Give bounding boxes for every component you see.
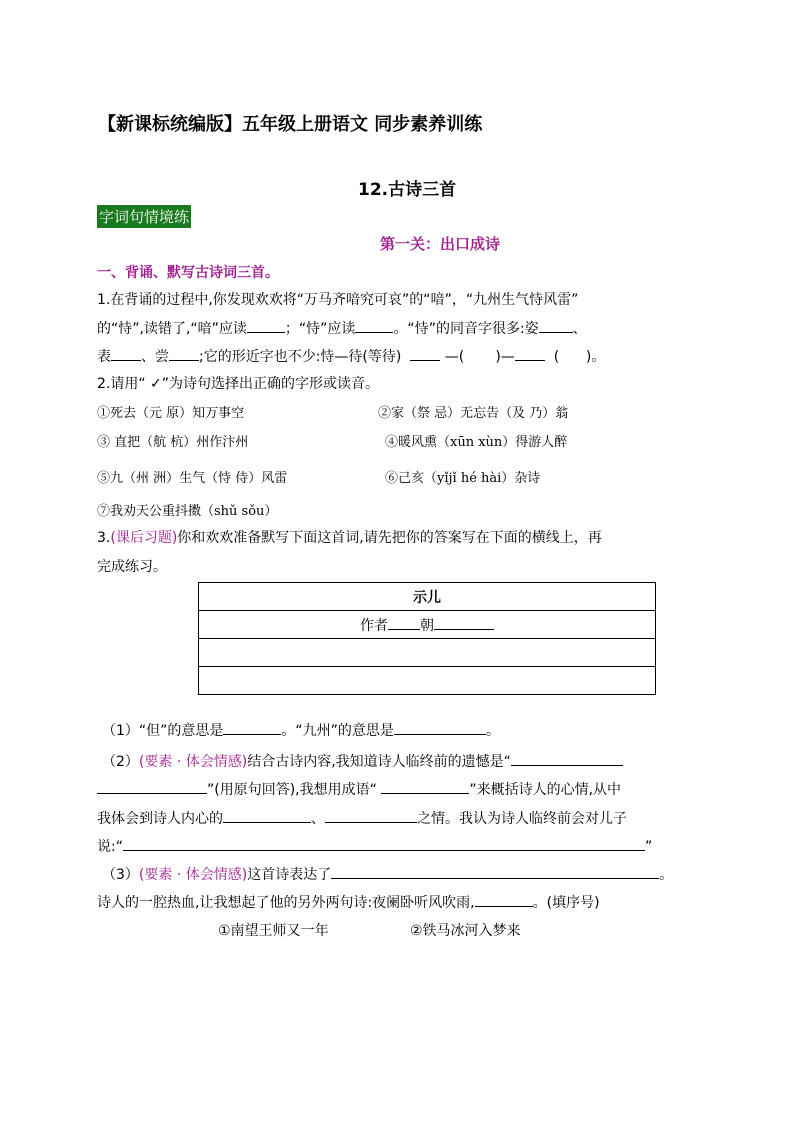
q3-number: 3. (97, 530, 111, 546)
answer-blank[interactable] (511, 751, 623, 766)
q3-text: ” (644, 839, 653, 855)
q1-text: 的“恃”,读错了,“喑”应读 (97, 321, 247, 337)
q3-text: 这首诗表达了 (247, 867, 332, 883)
q2-item[interactable]: ⑤九（州 洲）生气（恃 侍）风雷 (97, 471, 288, 486)
q1-line1: 1.在背诵的过程中,你发现欢欢将“万马齐喑究可哀”的“喑”，“九州生气恃风雷” (97, 292, 579, 308)
q3-text: 。“九州”的意思是 (281, 723, 394, 739)
q3-option-2: ②铁马冰河入梦来 (410, 923, 521, 939)
q3-tag: (要素 · 体会情感) (138, 754, 248, 770)
author-blank[interactable] (388, 615, 420, 630)
poem-line-blank[interactable] (199, 667, 656, 695)
q1-text: 表 (97, 349, 111, 365)
q3-text: （1）“但”的意思是 (102, 723, 224, 739)
poem-table (198, 582, 656, 695)
q3-text: （2） (102, 754, 139, 770)
answer-blank[interactable] (111, 346, 141, 361)
q3-tag: (要素 · 体会情感) (138, 867, 248, 883)
q3-text: 我体会到诗人内心的 (97, 811, 223, 827)
author-label: 作者 (360, 617, 388, 634)
q3-sub2-line2 (97, 779, 621, 799)
section-banner: 字词句情境练 (97, 205, 191, 228)
q3-text: 。 (485, 723, 500, 739)
poem-author-row (199, 611, 656, 639)
q3-sub1 (102, 720, 500, 740)
answer-blank[interactable] (223, 720, 281, 735)
answer-blank[interactable] (331, 864, 659, 879)
q3-sub2-line3 (97, 808, 627, 828)
q2-intro: 2.请用“ ✓”为诗句选择出正确的字形或读音。 (97, 376, 380, 392)
q1-text: 、 (572, 321, 587, 337)
q3-text: ”来概括诗人的心情,从中 (469, 782, 622, 798)
dynasty-label: 朝 (420, 617, 434, 634)
q3-sub2-line4 (97, 836, 652, 856)
poem-line-blank[interactable] (199, 639, 656, 667)
q3-option-1: ①南望王师又一年 (218, 923, 329, 939)
dynasty-blank[interactable] (434, 615, 494, 630)
answer-blank[interactable] (475, 892, 533, 907)
q3-text: 诗人的一腔热血,让我想起了他的另外两句诗:夜阑卧听风吹雨, (97, 895, 475, 911)
section-title: 一、背诵、默写古诗词三首。 (97, 265, 279, 281)
answer-blank[interactable] (247, 318, 285, 333)
q1-text: )— (495, 349, 515, 365)
answer-blank[interactable] (223, 808, 311, 823)
answer-blank[interactable] (123, 836, 645, 851)
q1-text: 。“恃”的同音字很多:姿 (393, 321, 539, 337)
answer-blank[interactable] (355, 318, 393, 333)
q3-tag: (课后习题) (110, 530, 178, 546)
q3-text: 结合古诗内容,我知道诗人临终前的遗憾是“ (247, 754, 511, 770)
q3-text: ”(用原句回答),我想用成语“ (207, 782, 377, 798)
q2-item[interactable]: ③ 直把（航 杭）州作汴州 (97, 435, 249, 450)
q3-text: （3） (102, 867, 139, 883)
q3-line1 (97, 527, 602, 547)
q1-text: ；“恃”应读 (284, 321, 356, 337)
lesson-title: 12.古诗三首 (358, 180, 457, 200)
q1-text: ( (553, 349, 560, 365)
q3-text: 、 (311, 811, 325, 827)
q3-text: 说:“ (97, 839, 123, 855)
q1-text: )。 (585, 349, 606, 365)
answer-blank[interactable] (381, 779, 469, 794)
q2-item[interactable]: ①死去（元 原）知万事空 (97, 406, 245, 421)
answer-blank[interactable] (394, 720, 486, 735)
answer-blank[interactable] (539, 318, 573, 333)
q2-item[interactable]: ②家（祭 忌）无忘告（及 乃）翁 (378, 406, 569, 421)
level-title: 第一关：出口成诗 (380, 235, 501, 253)
q3-sub3-line1 (102, 864, 673, 884)
document-title: 【新课标统编版】五年级上册语文 同步素养训练 (98, 114, 483, 135)
q1-line2 (97, 318, 587, 338)
answer-blank[interactable] (410, 346, 440, 361)
q1-text: ;它的形近字也不少:恃—待(等待) (199, 349, 402, 365)
q3-sub3-line2 (97, 892, 600, 912)
q3-sub2-line1 (102, 751, 623, 771)
q1-text: 、尝 (141, 349, 169, 365)
q3-text: 。(填序号) (532, 895, 600, 911)
q1-line3 (97, 346, 605, 366)
q2-item[interactable]: ④暖风熏（xūn xùn）得游人醉 (385, 435, 568, 450)
answer-blank[interactable] (97, 779, 207, 794)
q2-item[interactable]: ⑦我劝天公重抖擞（shǔ sǒu） (97, 504, 278, 519)
q2-item[interactable]: ⑥己亥（yǐjǐ hé hài）杂诗 (385, 471, 541, 486)
q3-text: 之情。我认为诗人临终前会对儿子 (417, 811, 627, 827)
answer-blank[interactable] (325, 808, 417, 823)
q3-line2: 完成练习。 (97, 559, 167, 575)
poem-title: 示儿 (199, 583, 656, 611)
q3-text: 你和欢欢准备默写下面这首词,请先把你的答案写在下面的横线上，再 (177, 530, 602, 546)
q1-text: —( (444, 349, 465, 365)
answer-blank[interactable] (169, 346, 199, 361)
q3-text: 。 (659, 867, 674, 883)
answer-blank[interactable] (515, 346, 545, 361)
